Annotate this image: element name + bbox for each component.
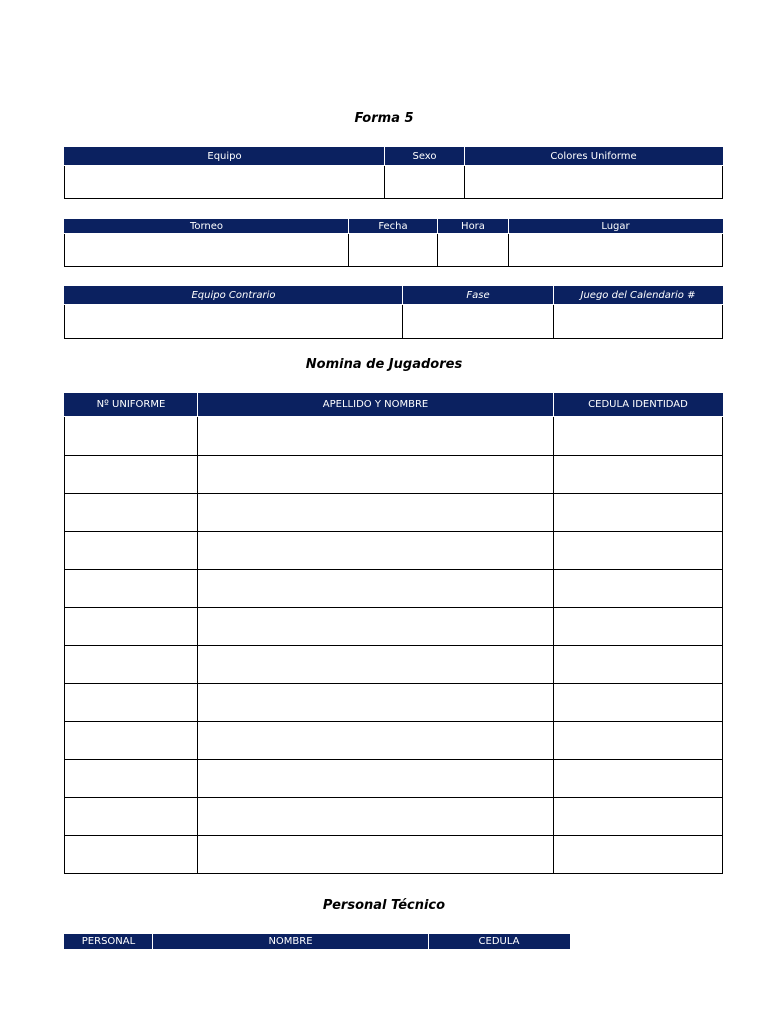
roster-title: Nomina de Jugadores: [305, 357, 463, 372]
table-row: [65, 646, 723, 684]
numero-uniforme-cell[interactable]: [65, 456, 198, 494]
numero-uniforme-cell[interactable]: [65, 608, 198, 646]
torneo-field[interactable]: [65, 234, 349, 267]
header-juego-calendario: Juego del Calendario #: [554, 286, 723, 305]
apellido-nombre-cell[interactable]: [198, 570, 554, 608]
numero-uniforme-cell[interactable]: [65, 494, 198, 532]
header-equipo-contrario: Equipo Contrario: [65, 286, 403, 305]
staff-table: [64, 934, 570, 950]
header-colores-uniforme: Colores Uniforme: [465, 147, 723, 166]
numero-uniforme-cell[interactable]: [65, 646, 198, 684]
table-row: [65, 836, 723, 874]
opponent-table: [64, 286, 723, 339]
juego-calendario-field[interactable]: [554, 305, 723, 339]
team-table: [64, 147, 723, 199]
cedula-identidad-cell[interactable]: [554, 646, 723, 684]
lugar-field[interactable]: [509, 234, 723, 267]
apellido-nombre-cell[interactable]: [198, 456, 554, 494]
cedula-identidad-cell[interactable]: [554, 608, 723, 646]
numero-uniforme-cell[interactable]: [65, 417, 198, 456]
header-sexo: Sexo: [385, 147, 465, 166]
apellido-nombre-cell[interactable]: [198, 684, 554, 722]
numero-uniforme-cell[interactable]: [65, 684, 198, 722]
apellido-nombre-cell[interactable]: [198, 836, 554, 874]
apellido-nombre-cell[interactable]: [198, 760, 554, 798]
equipo-field[interactable]: [65, 166, 385, 199]
numero-uniforme-cell[interactable]: [65, 570, 198, 608]
table-row: [65, 722, 723, 760]
apellido-nombre-cell[interactable]: [198, 494, 554, 532]
fase-field[interactable]: [403, 305, 554, 339]
cedula-identidad-cell[interactable]: [554, 494, 723, 532]
header-fase: Fase: [403, 286, 554, 305]
apellido-nombre-cell[interactable]: [198, 798, 554, 836]
header-personal: PERSONAL: [65, 934, 153, 950]
table-row: [65, 798, 723, 836]
table-row: [65, 684, 723, 722]
header-cedula: CEDULA: [429, 934, 570, 950]
table-row: [65, 608, 723, 646]
header-cedula-identidad: CEDULA IDENTIDAD: [554, 393, 723, 417]
header-nombre: NOMBRE: [153, 934, 429, 950]
cedula-identidad-cell[interactable]: [554, 417, 723, 456]
colores-uniforme-field[interactable]: [465, 166, 723, 199]
sexo-field[interactable]: [385, 166, 465, 199]
apellido-nombre-cell[interactable]: [198, 417, 554, 456]
cedula-identidad-cell[interactable]: [554, 570, 723, 608]
table-row: [65, 417, 723, 456]
header-torneo: Torneo: [65, 219, 349, 234]
header-fecha: Fecha: [349, 219, 438, 234]
numero-uniforme-cell[interactable]: [65, 798, 198, 836]
hora-field[interactable]: [438, 234, 509, 267]
numero-uniforme-cell[interactable]: [65, 722, 198, 760]
roster-body: [65, 417, 723, 874]
header-hora: Hora: [438, 219, 509, 234]
staff-title: Personal Técnico: [322, 898, 446, 913]
cedula-identidad-cell[interactable]: [554, 760, 723, 798]
table-row: [65, 570, 723, 608]
header-numero-uniforme: Nº UNIFORME: [65, 393, 198, 417]
fecha-field[interactable]: [349, 234, 438, 267]
table-row: [65, 456, 723, 494]
table-row: [65, 532, 723, 570]
header-lugar: Lugar: [509, 219, 723, 234]
apellido-nombre-cell[interactable]: [198, 646, 554, 684]
roster-table: [64, 393, 723, 874]
apellido-nombre-cell[interactable]: [198, 532, 554, 570]
numero-uniforme-cell[interactable]: [65, 532, 198, 570]
cedula-identidad-cell[interactable]: [554, 722, 723, 760]
cedula-identidad-cell[interactable]: [554, 532, 723, 570]
tournament-table: [64, 219, 723, 267]
header-apellido-nombre: APELLIDO Y NOMBRE: [198, 393, 554, 417]
table-row: [65, 760, 723, 798]
cedula-identidad-cell[interactable]: [554, 798, 723, 836]
numero-uniforme-cell[interactable]: [65, 760, 198, 798]
apellido-nombre-cell[interactable]: [198, 722, 554, 760]
form-title: Forma 5: [354, 111, 414, 126]
numero-uniforme-cell[interactable]: [65, 836, 198, 874]
apellido-nombre-cell[interactable]: [198, 608, 554, 646]
header-equipo: Equipo: [65, 147, 385, 166]
cedula-identidad-cell[interactable]: [554, 836, 723, 874]
cedula-identidad-cell[interactable]: [554, 456, 723, 494]
cedula-identidad-cell[interactable]: [554, 684, 723, 722]
table-row: [65, 494, 723, 532]
equipo-contrario-field[interactable]: [65, 305, 403, 339]
